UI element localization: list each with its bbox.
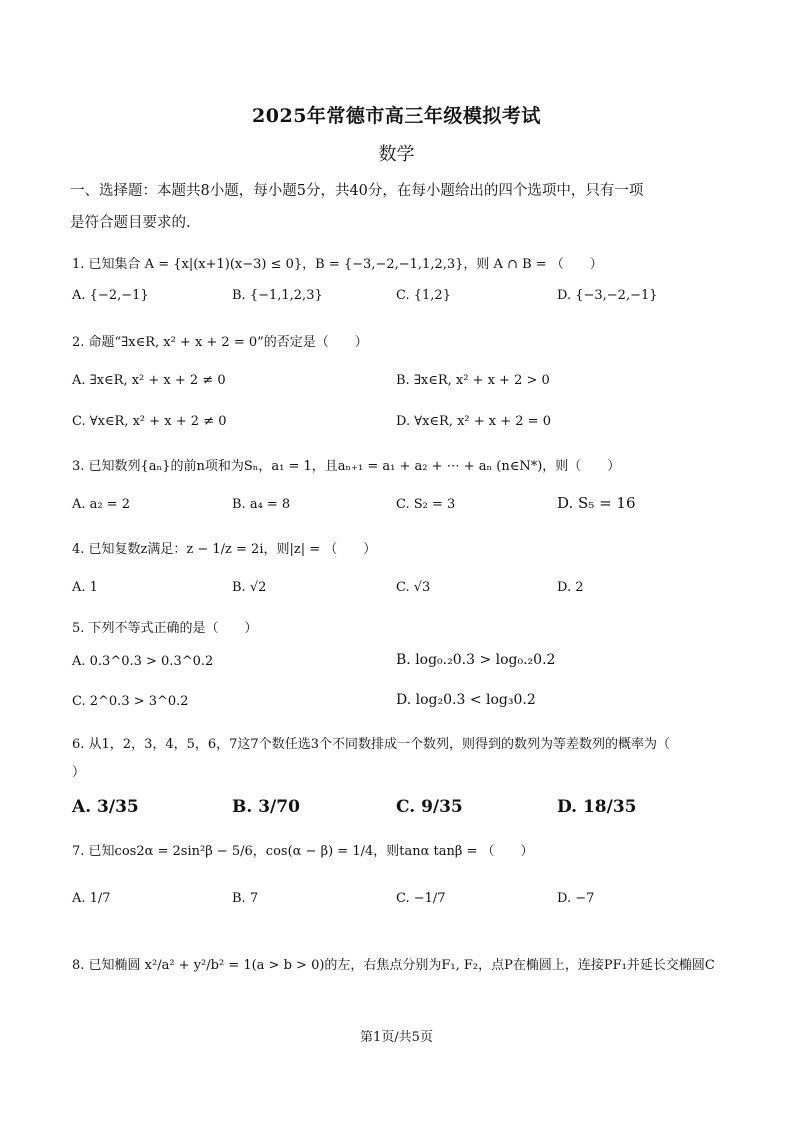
question-7-stem: 7. 已知cos2α = 2sin²β − 5/6，cos(α − β) = 1/4，则tanα tanβ = （ ） — [72, 844, 534, 859]
question-3-stem: 3. 已知数列{aₙ}的前n项和为Sₙ，a₁ = 1，且aₙ₊₁ = a₁ + a₂ + ⋯ + aₙ (n∈N*)，则（ ） — [72, 459, 621, 474]
question-4-option-c: C. √3 — [396, 580, 431, 595]
question-1-option-d: D. {−3,−2,−1} — [557, 288, 658, 303]
page-title: 2025年常德市高三年级模拟考试 — [252, 105, 541, 127]
question-7-option-a: A. 1/7 — [72, 891, 111, 906]
question-1-option-c: C. {1,2} — [396, 288, 451, 303]
question-1-stem: 1. 已知集合 A = {x|(x+1)(x−3) ≤ 0}，B = {−3,−2,−1,1,2,3}，则 A ∩ B = （ ） — [72, 257, 603, 272]
question-6-option-c: C. 9/35 — [396, 797, 463, 817]
question-3-option-a: A. a₂ = 2 — [72, 497, 131, 512]
page-subtitle: 数学 — [378, 144, 415, 165]
question-2-option-a: A. ∃x∈R, x² + x + 2 ≠ 0 — [72, 373, 226, 388]
question-1-option-b: B. {−1,1,2,3} — [232, 288, 323, 303]
question-7-option-d: D. −7 — [557, 891, 595, 906]
question-5-option-d: D. log₂0.3 < log₃0.2 — [396, 692, 536, 708]
question-3-option-d: D. S₅ = 16 — [557, 494, 636, 512]
question-2-stem: 2. 命题“∃x∈R, x² + x + 2 = 0”的否定是（ ） — [72, 335, 368, 350]
question-2-option-b: B. ∃x∈R, x² + x + 2 > 0 — [396, 373, 550, 388]
question-6-option-d: D. 18/35 — [557, 797, 637, 817]
page-footer: 第1页/共5页 — [360, 1030, 433, 1045]
section-heading-line1: 一、选择题：本题共8小题，每小题5分，共40分，在每小题给出的四个选项中，只有一项 — [70, 183, 644, 199]
question-5-option-b: B. log₀.₂0.3 > log₀.₂0.2 — [396, 652, 556, 668]
question-5-option-c: C. 2^0.3 > 3^0.2 — [72, 694, 189, 709]
question-8-stem: 8. 已知椭圆 x²/a² + y²/b² = 1(a > b > 0)的左，右焦点分别为F₁, F₂，点P在椭圆上，连接PF₁并延长交椭圆C — [72, 958, 715, 973]
question-5-stem: 5. 下列不等式正确的是（ ） — [72, 621, 258, 636]
question-3-option-b: B. a₄ = 8 — [232, 497, 291, 512]
question-6-option-b: B. 3/70 — [232, 797, 300, 817]
question-4-option-a: A. 1 — [72, 580, 98, 595]
question-2-option-c: C. ∀x∈R, x² + x + 2 ≠ 0 — [72, 414, 227, 429]
question-1-option-a: A. {−2,−1} — [72, 288, 149, 303]
question-6-stem-continued: ） — [72, 765, 86, 780]
question-7-option-b: B. 7 — [232, 891, 259, 906]
question-4-option-d: D. 2 — [557, 580, 584, 595]
question-7-option-c: C. −1/7 — [396, 891, 446, 906]
question-3-option-c: C. S₂ = 3 — [396, 497, 456, 512]
question-6-stem: 6. 从1，2，3，4，5，6，7这7个数任选3个不同数排成一个数列，则得到的数列为等差数列的概率为（ — [72, 737, 670, 752]
section-heading-line2: 是符合题目要求的. — [70, 215, 191, 231]
question-5-option-a: A. 0.3^0.3 > 0.3^0.2 — [72, 654, 214, 669]
question-2-option-d: D. ∀x∈R, x² + x + 2 = 0 — [396, 414, 551, 429]
question-4-stem: 4. 已知复数z满足：z − 1/z = 2i，则|z| = （ ） — [72, 542, 377, 557]
question-6-option-a: A. 3/35 — [72, 797, 139, 817]
question-4-option-b: B. √2 — [232, 580, 267, 595]
